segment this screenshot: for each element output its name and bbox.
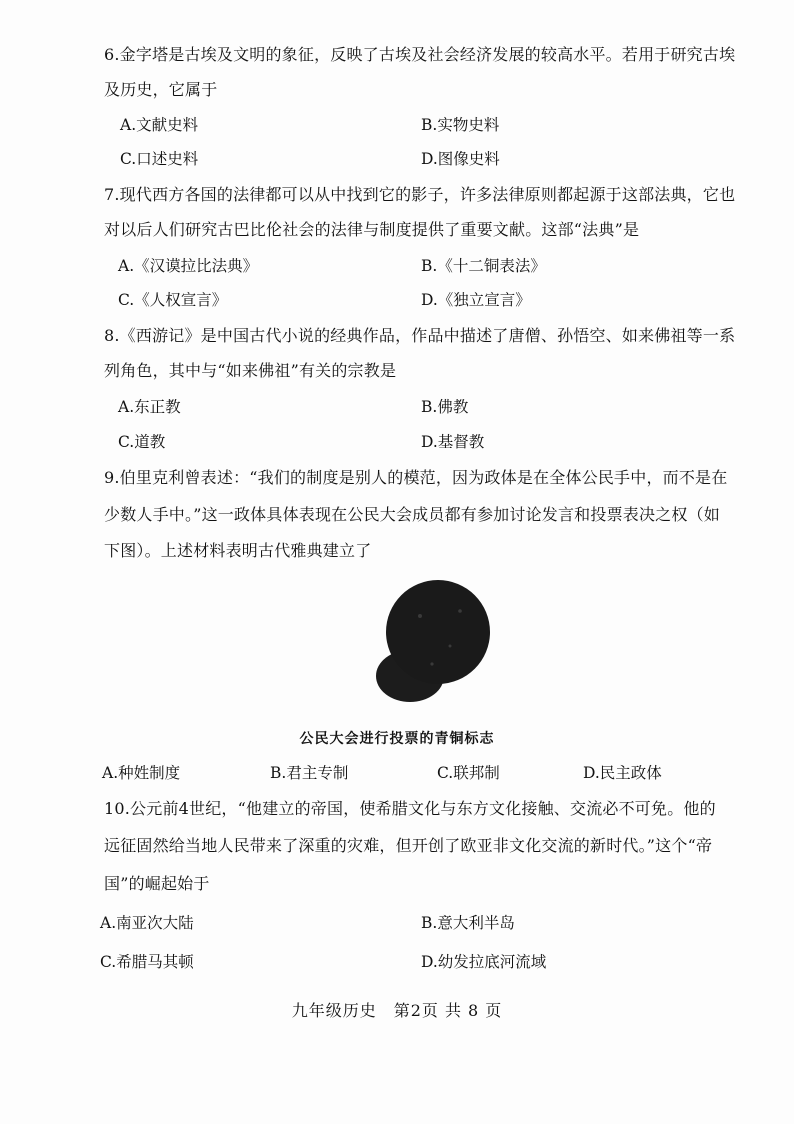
q10-option-d: D.幼发拉底河流域 — [421, 953, 547, 971]
q10-stem-line-3: 国”的崛起始于 — [104, 874, 210, 893]
q10-stem-line-1: 10.公元前4世纪，“他建立的帝国，使希腊文化与东方文化接触、交流必不可免。他的 — [104, 799, 716, 818]
token-disc-shape — [386, 580, 490, 684]
q9-stem-line-2: 少数人手中。”这一政体具体表现在公民大会成员都有参加讨论发言和投票表决之权（如 — [104, 505, 720, 524]
q8-stem-line-1: 8.《西游记》是中国古代小说的经典作品，作品中描述了唐僧、孙悟空、如来佛祖等一系 — [104, 326, 736, 345]
q7-stem-line-1: 7.现代西方各国的法律都可以从中找到它的影子，许多法律原则都起源于这部法典，它也 — [104, 185, 736, 204]
q9-stem-line-3: 下图）。上述材料表明古代雅典建立了 — [104, 541, 372, 560]
q8-option-c: C.道教 — [118, 433, 166, 451]
q10-option-b: B.意大利半岛 — [421, 914, 515, 932]
q7-option-c: C.《人权宣言》 — [118, 291, 228, 309]
q6-option-b: B.实物史料 — [421, 116, 500, 134]
page-footer: 九年级历史 第2页 共 8 页 — [291, 1001, 503, 1020]
q8-option-a: A.东正教 — [118, 398, 181, 416]
q8-option-b: B.佛教 — [421, 398, 469, 416]
q8-stem-line-2: 列角色，其中与“如来佛祖”有关的宗教是 — [104, 361, 397, 380]
q6-option-a: A.文献史料 — [120, 116, 199, 134]
q6-option-c: C.口述史料 — [120, 150, 199, 168]
bronze-voting-token-image — [360, 576, 500, 706]
q9-option-b: B.君主专制 — [270, 764, 349, 782]
q8-option-d: D.基督教 — [421, 433, 485, 451]
q7-option-b: B.《十二铜表法》 — [421, 257, 546, 275]
q10-stem-line-2: 远征固然给当地人民带来了深重的灾难，但开创了欧亚非文化交流的新时代。”这个“帝 — [104, 836, 713, 855]
q9-option-d: D.民主政体 — [583, 764, 662, 782]
q10-option-a: A.南亚次大陆 — [100, 914, 194, 932]
q10-option-c: C.希腊马其顿 — [100, 953, 194, 971]
q6-stem-line-1: 6.金字塔是古埃及文明的象征，反映了古埃及社会经济发展的较高水平。若用于研究古埃 — [104, 45, 736, 64]
q7-option-a: A.《汉谟拉比法典》 — [118, 257, 259, 275]
q9-option-c: C.联邦制 — [437, 764, 500, 782]
q7-stem-line-2: 对以后人们研究古巴比伦社会的法律与制度提供了重要文献。这部“法典”是 — [104, 220, 640, 239]
q6-option-d: D.图像史料 — [421, 150, 500, 168]
figure-caption: 公民大会进行投票的青铜标志 — [299, 731, 495, 747]
q7-option-d: D.《独立宣言》 — [421, 291, 531, 309]
q9-option-a: A.种姓制度 — [102, 764, 181, 782]
q6-stem-line-2: 及历史，它属于 — [104, 80, 218, 99]
q9-stem-line-1: 9.伯里克利曾表述：“我们的制度是别人的模范，因为政体是在全体公民手中，而不是在 — [104, 468, 728, 487]
